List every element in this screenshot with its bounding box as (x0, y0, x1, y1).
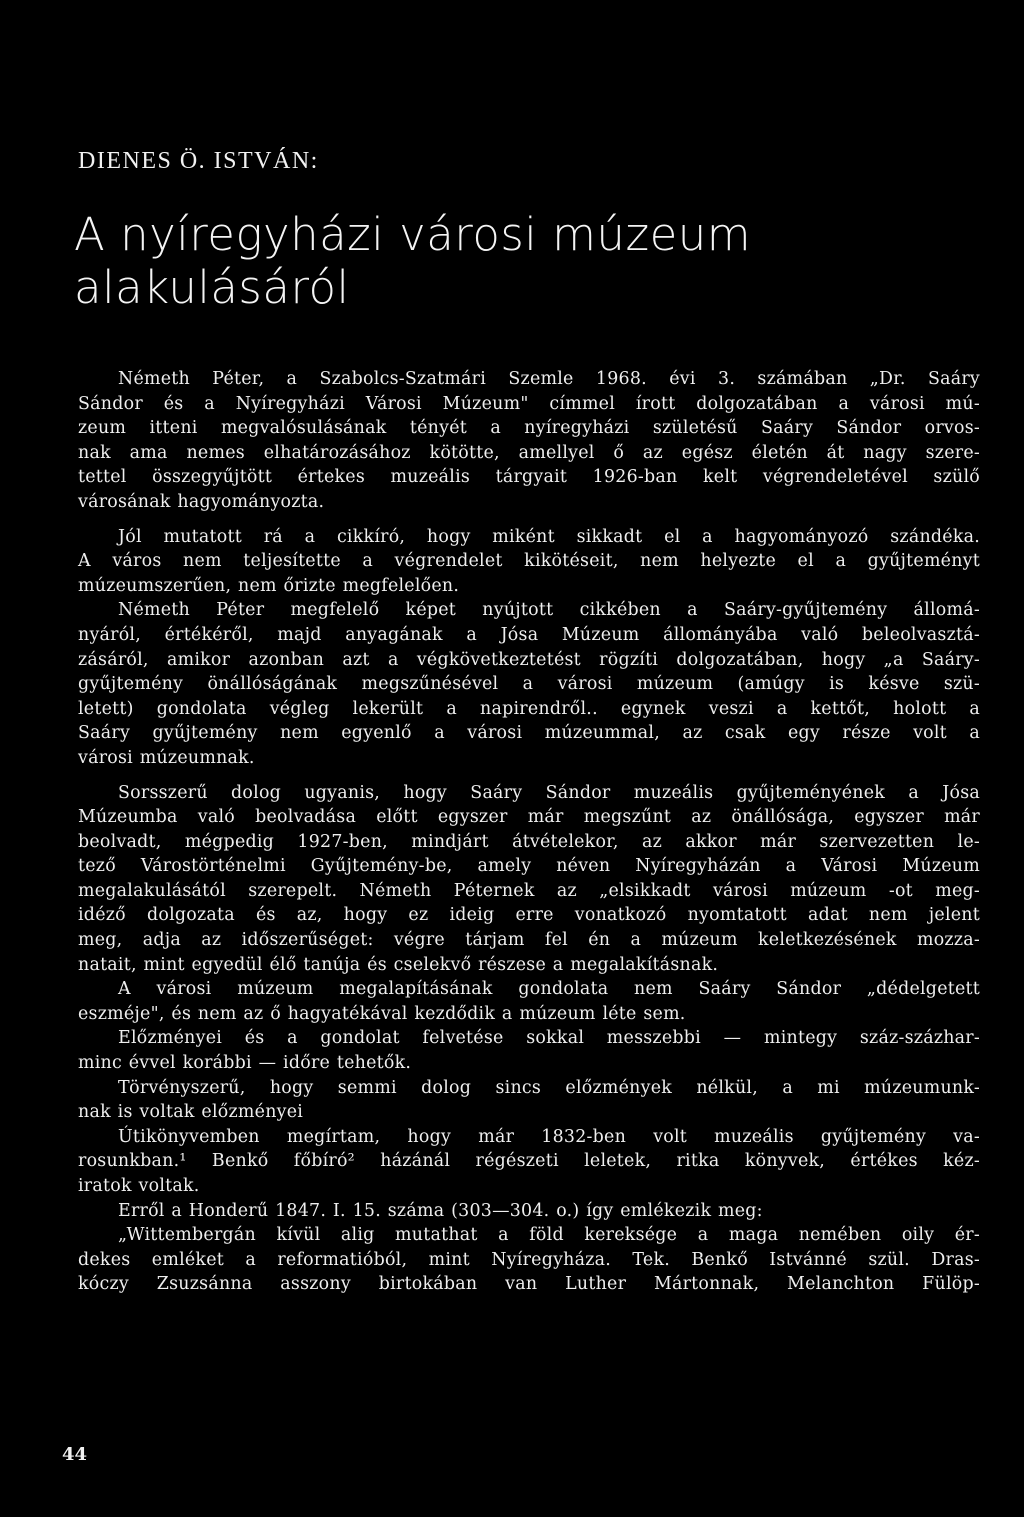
text-line: rosunkban.¹ Benkő főbíró² házánál régészeti leletek, ritka könyvek, értékes kéz- (78, 1151, 980, 1172)
text-line: meg, adja az időszerűséget: végre tárjam fel én a múzeum keletkezésének mozza- (78, 930, 980, 951)
text-line: városi múzeumnak. (78, 747, 255, 768)
text-line: Útikönyvemben megírtam, hogy már 1832-ben volt muzeális gyűjtemény va- (118, 1126, 980, 1147)
text-line: A városi múzeum megalapításának gondolata nem Saáry Sándor „dédelgetett (118, 979, 980, 1000)
text-line: zeum itteni megvalósulásának tényét a nyíregyházi születésű Saáry Sándor orvos- (78, 418, 980, 439)
text-line: nak ama nemes elhatározásához kötötte, amellyel ő az egész életén át nagy szere- (78, 442, 980, 463)
text-line: tező Várostörténelmi Gyűjtemény-be, amely néven Nyíregyházán a Városi Múzeum (78, 856, 980, 877)
text-line: Múzeumba való beolvadása előtt egyszer már megszűnt az önállósága, egyszer már (78, 807, 980, 828)
text-line: eszméje", és nem az ő hagyatékával kezdődik a múzeum léte sem. (78, 1003, 686, 1024)
text-line: Előzményei és a gondolat felvetése sokkal messzebbi — mintegy száz-százhar- (118, 1028, 980, 1049)
text-line: Sorsszerű dolog ugyanis, hogy Saáry Sándor muzeális gyűjteményének a Jósa (118, 782, 980, 803)
text-line: Saáry gyűjtemény nem egyenlő a városi múzeummal, az csak egy része volt a (78, 723, 980, 744)
text-line: Erről a Honderű 1847. I. 15. száma (303—304. o.) így emlékezik meg: (118, 1200, 763, 1221)
text-line: kóczy Zsuzsánna asszony birtokában van Luther Mártonnak, Melanchton Fülöp- (78, 1274, 980, 1295)
title-line-2: alakulásáról (74, 261, 350, 314)
title-line-1: A nyíregyházi városi múzeum (74, 208, 752, 261)
text-line: gyűjtemény önállóságának megszűnésével a városi múzeum (amúgy is késve szü- (78, 674, 980, 695)
text-line: Németh Péter, a Szabolcs-Szatmári Szemle 1968. évi 3. számában „Dr. Saáry (118, 369, 980, 389)
text-line: nyáról, értékéről, majd anyagának a Jósa Múzeum állományába való beleolvasztá- (78, 624, 980, 645)
text-line: iratok voltak. (78, 1176, 200, 1196)
text-line: minc évvel korábbi — időre tehetők. (78, 1053, 412, 1074)
text-line: „Wittembergán kívül alig mutathat a föld kereksége a maga nemében oily ér- (118, 1225, 980, 1246)
article-body (78, 367, 980, 1297)
text-line: natait, mint egyedül élő tanúja és cselekvő részese a megalakításnak. (78, 954, 719, 975)
text-line: tettel összegyűjtött értekes muzeális tárgyait 1926-ban kelt végrendeletével szülő (78, 467, 980, 488)
text-line: idéző dolgozata és az, hogy ez ideig erre vonatkozó nyomtatott adat nem jelent (78, 905, 980, 926)
text-line: Sándor és a Nyíregyházi Városi Múzeum" címmel írott dolgozatában a városi mú- (78, 393, 980, 414)
text-line: beolvadt, mégpedig 1927-ben, mindjárt átvételekor, az akkor már szervezetten le- (78, 831, 980, 852)
text-line: A város nem teljesítette a végrendelet kikötéseit, nem helyezte el a gyűjteményt (78, 551, 980, 572)
paragraph-gap (78, 771, 980, 781)
text-line: letett) gondolata végleg lekerült a napirendről.. egynek veszi a kettőt, holott a (78, 698, 980, 719)
text-line: múzeumszerűen, nem őrizte megfelelően. (78, 575, 460, 596)
text-line: városának hagyományozta. (78, 491, 325, 512)
text-line: megalakulásától szerepelt. Németh Péternek az „elsikkadt városi múzeum -ot meg- (78, 880, 980, 901)
text-line: Németh Péter megfelelő képet nyújtott cikkében a Saáry-gyűjtemény állomá- (118, 600, 980, 621)
text-line: Törvényszerű, hogy semmi dolog sincs előzmények nélkül, a mi múzeumunk- (118, 1077, 980, 1098)
page-number: 44 (62, 1444, 88, 1465)
paragraph-gap (78, 515, 980, 525)
text-line: Jól mutatott rá a cikkíró, hogy miként sikkadt el a hagyományozó szándéka. (118, 526, 980, 547)
author-heading: DIENES Ö. ISTVÁN: (78, 148, 319, 174)
text-line: dekes emléket a reformatióból, mint Nyíregyháza. Tek. Benkő Istvánné szül. Dras- (78, 1249, 980, 1270)
text-line: zásáról, amikor azonban azt a végkövetkeztetést rögzíti dolgozatában, hogy „a Saáry- (78, 649, 980, 670)
article-title (74, 208, 954, 314)
text-line: nak is voltak előzményei (78, 1102, 304, 1123)
